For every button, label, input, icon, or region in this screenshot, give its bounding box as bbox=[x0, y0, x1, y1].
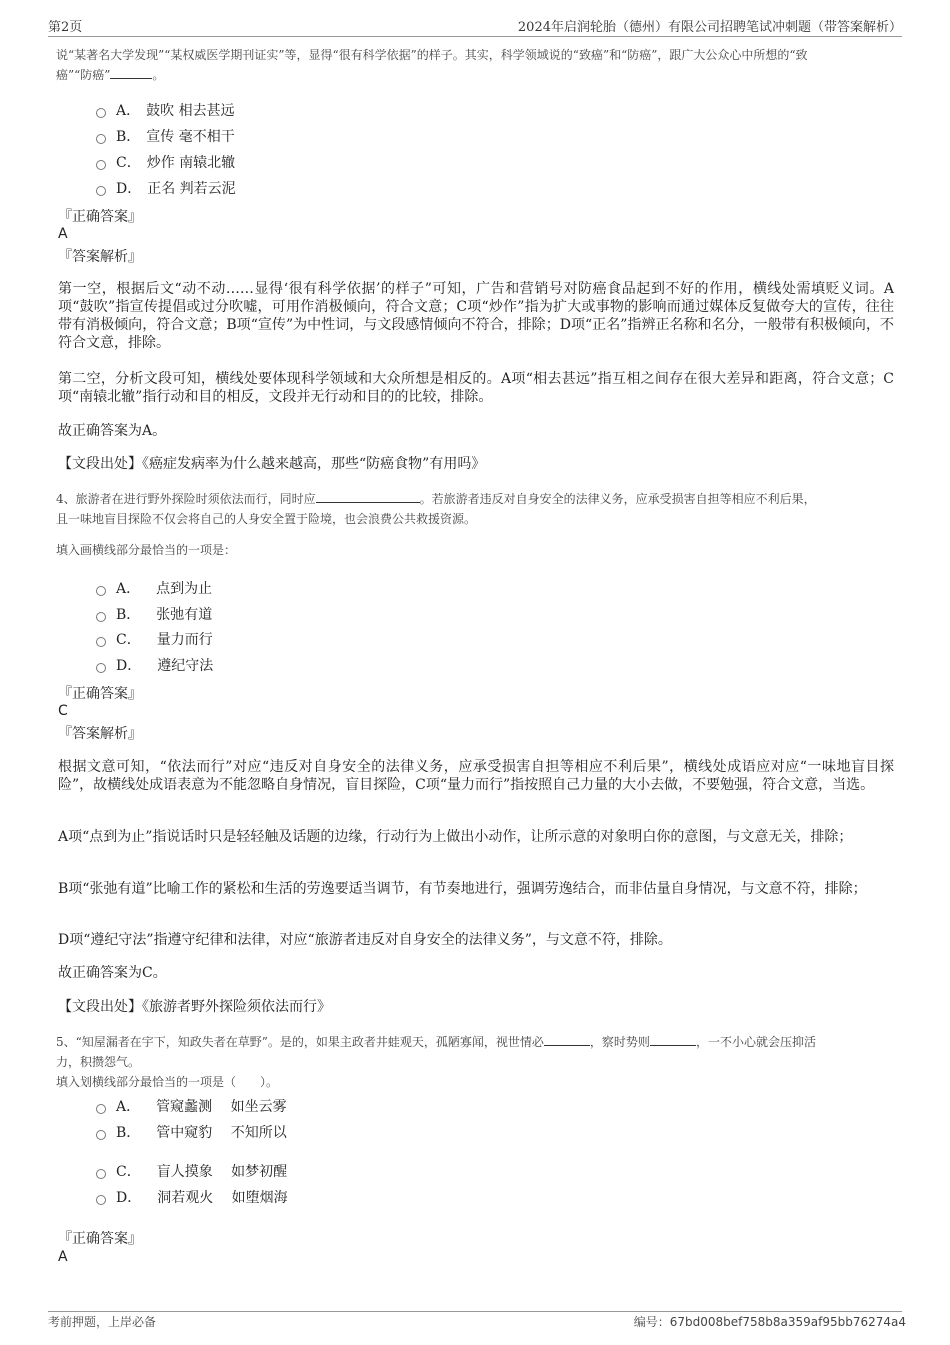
answer-header: 『正确答案』 bbox=[58, 686, 142, 702]
q3-stem: 说“某著名大学发现”“某权威医学期刊证实”等，显得“很有科学依据”的样子。其实，科学领域说的“致癌”和“防癌”，跟广大公众心中所想的“致 癌”“防癌” 。 bbox=[56, 48, 808, 82]
analysis-paragraph: 第二空，分析文段可知，横线处要体现科学领域和大众所想是相反的。A项“相去甚远”指互相之间存在很大差异和距离，符合文意；C项“南辕北辙”指行动和目的相反，文段并无行动和目的的比较，排除。 bbox=[58, 371, 894, 405]
answer-value: C bbox=[58, 703, 68, 719]
q3-option-b[interactable]: B． 宣传 毫不相干 bbox=[96, 126, 235, 146]
answer-value: A bbox=[58, 1249, 68, 1265]
q4-option-c[interactable]: C． 量力而行 bbox=[96, 629, 213, 649]
q3-option-c[interactable]: C． 炒作 南辕北辙 bbox=[96, 152, 235, 172]
radio-icon[interactable] bbox=[96, 186, 106, 196]
radio-icon[interactable] bbox=[96, 612, 106, 622]
document-title: 2024年启润轮胎（德州）有限公司招聘笔试冲刺题（带答案解析） bbox=[517, 20, 902, 35]
fill-blank bbox=[110, 78, 152, 79]
radio-icon[interactable] bbox=[96, 637, 106, 647]
q4-option-a[interactable]: A． 点到为止 bbox=[96, 578, 212, 598]
q5-option-d[interactable]: D． 洞若观火 如堕烟海 bbox=[96, 1187, 288, 1207]
q4-option-b[interactable]: B． 张弛有道 bbox=[96, 604, 212, 624]
analysis-paragraph: 故正确答案为C。 bbox=[58, 965, 167, 981]
analysis-paragraph: D项“遵纪守法”指遵守纪律和法律，对应“旅游者违反对自身安全的法律义务”，与文意不符，排除。 bbox=[58, 932, 672, 948]
q5-option-c[interactable]: C． 盲人摸象 如梦初醒 bbox=[96, 1161, 287, 1181]
radio-icon[interactable] bbox=[96, 160, 106, 170]
document-code: 编号：67bd008bef758b8a359af95bb76274a4 bbox=[633, 1315, 906, 1329]
source-citation: 【文段出处】《旅游者野外探险须依法而行》 bbox=[58, 999, 331, 1015]
q5-prompt: 填入划横线部分最恰当的一项是（ ）。 bbox=[56, 1075, 279, 1089]
q4-option-d[interactable]: D． 遵纪守法 bbox=[96, 655, 213, 675]
analysis-header: 『答案解析』 bbox=[58, 726, 142, 742]
analysis-paragraph: 故正确答案为A。 bbox=[58, 423, 167, 439]
answer-value: A bbox=[58, 226, 68, 242]
answer-header: 『正确答案』 bbox=[58, 1231, 142, 1247]
radio-icon[interactable] bbox=[96, 1130, 106, 1140]
radio-icon[interactable] bbox=[96, 1104, 106, 1114]
analysis-paragraph: A项“点到为止”指说话时只是轻轻触及话题的边缘，行动行为上做出小动作，让所示意的对象明白你的意图，与文意无关，排除； bbox=[58, 829, 853, 845]
fill-blank bbox=[316, 502, 420, 503]
radio-icon[interactable] bbox=[96, 663, 106, 673]
analysis-paragraph: 第一空，根据后文“动不动……显得‘很有科学依据’的样子”可知，广告和营销号对防癌食品起到不好的作用，横线处需填贬义词。A项“鼓吹”指宣传提倡或过分吹嘘，可用作消极倾向，符合文意；C项“炒作”指为扩大或事物的影响而通过媒体反复做夸大的宣传，往往带有消极倾向，符合文意；B项“宣传”为中性词，与文段感情倾向不符合，排除；D项“正名”指辨正名称和名分，一般带有积极倾向，不符合文意，排除。 bbox=[58, 281, 894, 351]
page-number: 第2页 bbox=[48, 20, 83, 35]
analysis-paragraph: B项“张弛有道”比喻工作的紧松和生活的劳逸要适当调节，有节奏地进行，强调劳逸结合，而非估量自身情况，与文意不符，排除； bbox=[58, 881, 867, 897]
radio-icon[interactable] bbox=[96, 1169, 106, 1179]
q3-option-a[interactable]: A． 鼓吹 相去甚远 bbox=[96, 100, 235, 120]
fill-blank bbox=[650, 1045, 696, 1046]
footer-slogan: 考前押题，上岸必备 bbox=[48, 1315, 157, 1329]
q3-option-d[interactable]: D． 正名 判若云泥 bbox=[96, 178, 236, 198]
radio-icon[interactable] bbox=[96, 586, 106, 596]
radio-icon[interactable] bbox=[96, 134, 106, 144]
source-citation: 【文段出处】《癌症发病率为什么越来越高，那些“防癌食物”有用吗》 bbox=[58, 456, 486, 472]
q5-stem: 5、“知屋漏者在宇下，知政失者在草野”。是的，如果主政者井蛙观天，孤陋寡闻，视世情必 ，察时势则 ，一不小心就会压抑活 力，积攒怨气。 bbox=[56, 1035, 816, 1069]
q4-stem: 4、旅游者在进行野外探险时须依法而行，同时应 。若旅游者违反对自身安全的法律义务，应承受损害自担等相应不利后果， 且一味地盲目探险不仅会将自己的人身安全置于险境，也会浪费公共救援资源。 bbox=[56, 492, 816, 526]
analysis-header: 『答案解析』 bbox=[58, 249, 142, 265]
q4-prompt: 填入画横线部分最恰当的一项是： bbox=[56, 543, 237, 557]
q5-option-b[interactable]: B． 管中窥豹 不知所以 bbox=[96, 1122, 287, 1142]
answer-header: 『正确答案』 bbox=[58, 209, 142, 225]
analysis-paragraph: 根据文意可知，“依法而行”对应“违反对自身安全的法律义务，应承受损害自担等相应不利后果”，横线处成语应对应“一味地盲目探险”，故横线处成语表意为不能忽略自身情况，盲目探险，C项“量力而行”指按照自己力量的大小去做，不要勉强，符合文意，当选。 bbox=[58, 759, 894, 793]
footer-rule bbox=[48, 1311, 902, 1312]
radio-icon[interactable] bbox=[96, 108, 106, 118]
q5-option-a[interactable]: A． 管窥蠡测 如坐云雾 bbox=[96, 1096, 287, 1116]
radio-icon[interactable] bbox=[96, 1195, 106, 1205]
header-rule bbox=[48, 36, 902, 37]
fill-blank bbox=[544, 1045, 590, 1046]
